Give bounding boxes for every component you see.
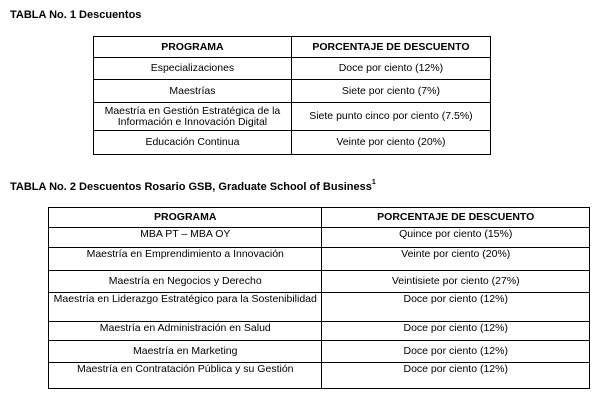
cell-descuento: Doce por ciento (12%) <box>322 341 590 363</box>
cell-programa: Maestría en Administración en Salud <box>49 322 322 341</box>
cell-descuento: Quince por ciento (15%) <box>322 228 590 248</box>
cell-descuento: Veintisiete por ciento (27%) <box>322 271 590 293</box>
table2-title: TABLA No. 2 Descuentos Rosario GSB, Graduate School of Business$^1$ <box>10 179 376 193</box>
cell-programa: Educación Continua <box>94 131 292 155</box>
cell-descuento: Veinte por ciento (20%) <box>291 131 490 155</box>
header-programa: PROGRAMA <box>49 208 322 228</box>
table-row <box>94 131 491 155</box>
table-row <box>49 341 590 363</box>
discount-table-2 <box>48 207 590 389</box>
cell-descuento: Doce por ciento (12%) <box>322 322 590 341</box>
table-row <box>94 58 491 80</box>
cell-programa: Maestrías <box>94 80 292 103</box>
header-programa: PROGRAMA <box>94 37 292 58</box>
cell-descuento: Siete por ciento (7%) <box>291 80 490 103</box>
footnote-mark: 1 <box>371 179 376 186</box>
cell-programa: Maestría en Marketing <box>49 341 322 363</box>
table-row <box>49 271 590 293</box>
table-row <box>49 248 590 271</box>
cell-programa: Maestría en Gestión Estratégica de la Información e Innovación Digital <box>94 103 292 131</box>
table-row <box>49 363 590 389</box>
cell-programa: Especializaciones <box>94 58 292 80</box>
cell-programa: MBA PT – MBA OY <box>49 228 322 248</box>
cell-descuento: Veinte por ciento (20%) <box>322 248 590 271</box>
discount-table-1 <box>93 36 491 155</box>
cell-programa: Maestría en Contratación Pública y su Gestión <box>49 363 322 389</box>
cell-descuento: Doce por ciento (12%) <box>322 363 590 389</box>
table-row <box>94 80 491 103</box>
table1-title: TABLA No. 1 Descuentos <box>10 9 142 21</box>
cell-programa: Maestría en Emprendimiento a Innovación <box>49 248 322 271</box>
cell-descuento: Doce por ciento (12%) <box>291 58 490 80</box>
cell-descuento: Siete punto cinco por ciento (7.5%) <box>291 103 490 131</box>
cell-programa: Maestría en Liderazgo Estratégico para la Sostenibilidad <box>49 293 322 322</box>
table-header-row <box>49 208 590 228</box>
table-header-row <box>94 37 491 58</box>
cell-descuento: Doce por ciento (12%) <box>322 293 590 322</box>
header-porcentaje: PORCENTAJE DE DESCUENTO <box>291 37 490 58</box>
table-row <box>49 322 590 341</box>
table-row <box>49 228 590 248</box>
cell-programa: Maestría en Negocios y Derecho <box>49 271 322 293</box>
header-porcentaje: PORCENTAJE DE DESCUENTO <box>322 208 590 228</box>
table-row <box>49 293 590 322</box>
table-row <box>94 103 491 131</box>
